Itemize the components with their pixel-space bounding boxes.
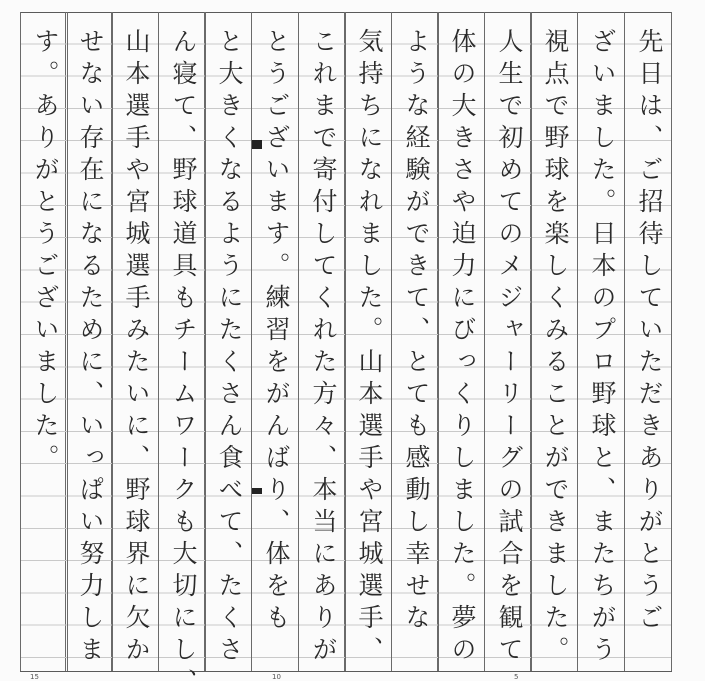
column-text: ん寝て、野球道具もチームワークも大切にし、 bbox=[169, 28, 198, 700]
column-text: す。ありがとうございました。 bbox=[31, 28, 60, 476]
column-text: 気持ちになれました。山本選手や宮城選手、 bbox=[355, 28, 384, 668]
column-text: これまで寄付してくれた方々、本当にありが bbox=[309, 28, 338, 668]
manuscript-column bbox=[204, 12, 252, 671]
fold-mark bbox=[252, 140, 262, 149]
page-marker: 10 bbox=[272, 673, 281, 681]
manuscript-column bbox=[577, 12, 625, 671]
bottom-rule bbox=[20, 671, 672, 672]
fold-mark bbox=[252, 488, 262, 494]
column-text: 先日は、ご招待していただきありがとうご bbox=[635, 28, 664, 636]
column-text: 人生で初めてのメジャーリーグの試合を観て bbox=[495, 28, 524, 668]
page-marker: 5 bbox=[514, 673, 519, 681]
manuscript-column bbox=[251, 12, 299, 671]
column-text: 体の大きさや迫力にびっくりしました。夢の bbox=[448, 28, 477, 668]
column-text: ざいました。日本のプロ野球と、またちがう bbox=[588, 28, 617, 668]
manuscript-column bbox=[391, 12, 439, 671]
manuscript-column bbox=[624, 12, 672, 671]
column-text: 山本選手や宮城選手みたいに、野球界に欠か bbox=[122, 28, 151, 668]
manuscript-column bbox=[344, 12, 392, 671]
manuscript-column bbox=[111, 12, 159, 671]
manuscript-column bbox=[20, 12, 68, 671]
column-text: と大きくなるようにたくさん食べて、たくさ bbox=[215, 28, 244, 668]
column-text: ような経験ができて、とても感動し幸せな bbox=[402, 28, 431, 636]
column-text: せない存在になるために、いっぱい努力しま bbox=[76, 28, 105, 668]
manuscript-column bbox=[158, 12, 206, 700]
manuscript-column bbox=[484, 12, 532, 671]
page-marker: 15 bbox=[30, 673, 39, 681]
manuscript-column bbox=[298, 12, 346, 671]
column-text: 視点で野球を楽しくみることができました。 bbox=[541, 28, 570, 668]
manuscript-column bbox=[65, 12, 113, 671]
manuscript-column bbox=[437, 12, 485, 671]
column-text: とうございます。練習をがんばり、体をも bbox=[262, 28, 291, 636]
manuscript-column bbox=[530, 12, 578, 671]
